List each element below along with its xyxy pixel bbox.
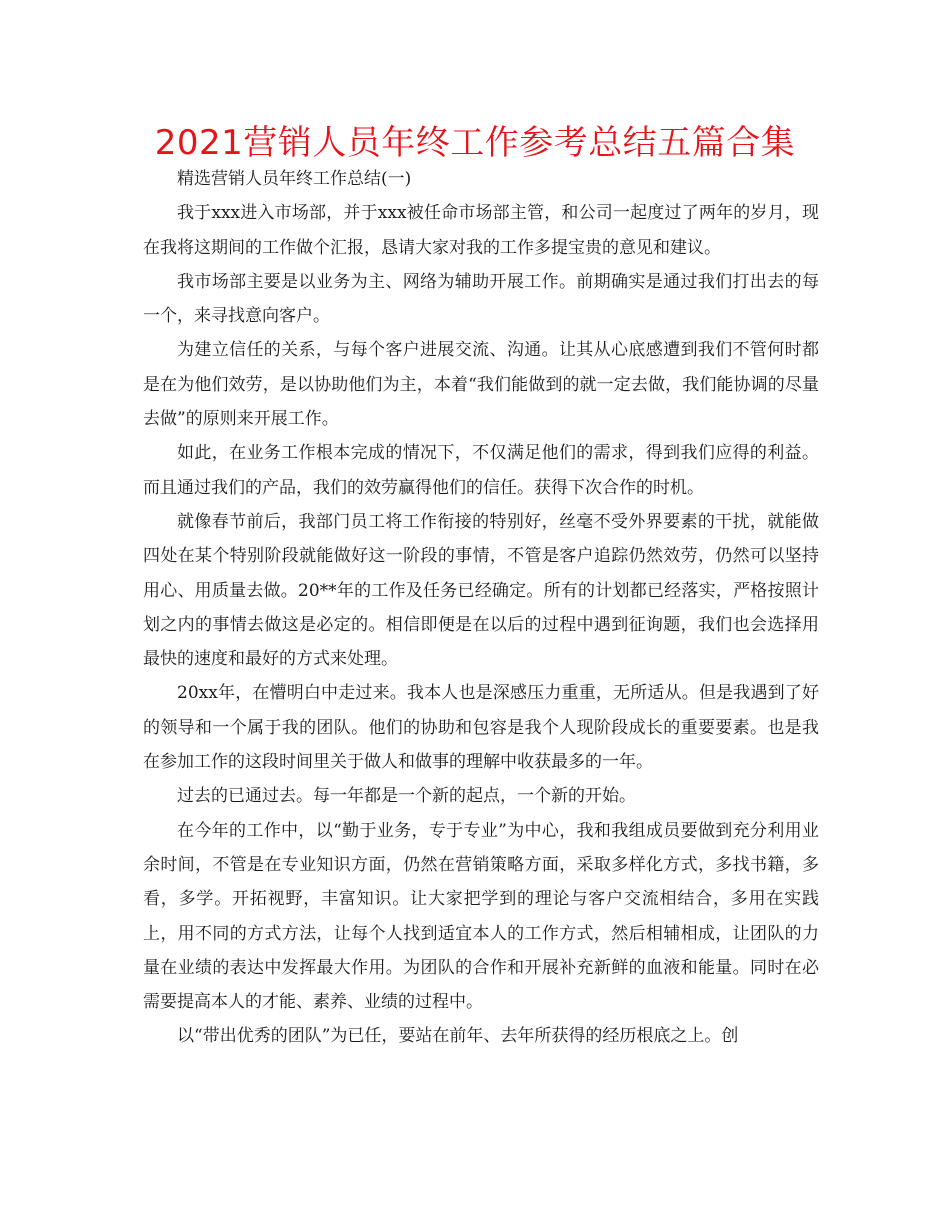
section-heading: 精选营销人员年终工作总结(一) [177, 169, 412, 189]
paragraph: 为建立信任的关系，与每个客户进展交流、沟通。让其从心底感遭到我们不管何时都是在为他们效劳，是以协助他们为主，本着“我们能做到的就一定去做，我们能协调的尽量去做”的原则来开展工作。 [143, 340, 819, 430]
document-title: 2021营销人员年终工作参考总结五篇合集 [154, 123, 796, 163]
document-body [143, 162, 819, 1054]
paragraph: 我市场部主要是以业务为主、网络为辅助开展工作。前期确实是通过我们打出去的每一个，来寻找意向客户。 [143, 271, 819, 327]
paragraph: 20xx年，在懵明白中走过来。我本人也是深感压力重重，无所适从。但是我遇到了好的领导和一个属于我的团队。他们的协助和包容是我个人现阶段成长的重要要素。也是我在参加工作的这段时间里关于做人和做事的理解中收获最多的一年。 [143, 683, 819, 773]
paragraph: 就像春节前后，我部门员工将工作衔接的特别好，丝毫不受外界要素的干扰，就能做四处在某个特别阶段就能做好这一阶段的事情，不管是客户追踪仍然效劳，仍然可以坚持用心、用质量去做。20**年的工作及任务已经确定。所有的计划都已经落实，严格按照计划之内的事情去做这是必定的。相信即便是在以后的过程中遇到征询题，我们也会选择用最快的速度和最好的方式来处理。 [143, 511, 819, 670]
paragraph: 我于xxx进入市场部，并于xxx被任命市场部主管，和公司一起度过了两年的岁月，现在我将这期间的工作做个汇报，恳请大家对我的工作多提宝贵的意见和建议。 [143, 203, 819, 258]
paragraph: 在今年的工作中，以“勤于业务，专于专业”为中心，我和我组成员要做到充分利用业余时间，不管是在专业知识方面，仍然在营销策略方面，采取多样化方式，多找书籍，多看，多学。开拓视野，丰富知识。让大家把学到的理论与客户交流相结合，多用在实践上，用不同的方式方法，让每个人找到适宜本人的工作方式，然后相辅相成，让团队的力量在业绩的表达中发挥最大作用。为团队的合作和开展补充新鲜的血液和能量。同时在必需要提高本人的才能、素养、业绩的过程中。 [143, 820, 819, 1013]
paragraph: 以“带出优秀的团队”为已任，要站在前年、去年所获得的经历根底之上。创 [177, 1026, 739, 1047]
paragraph: 过去的已通过去。每一年都是一个新的起点，一个新的开始。 [177, 786, 636, 807]
paragraph: 如此，在业务工作根本完成的情况下，不仅满足他们的需求，得到我们应得的利益。而且通过我们的产品，我们的效劳赢得他们的信任。获得下次合作的时机。 [143, 443, 819, 498]
